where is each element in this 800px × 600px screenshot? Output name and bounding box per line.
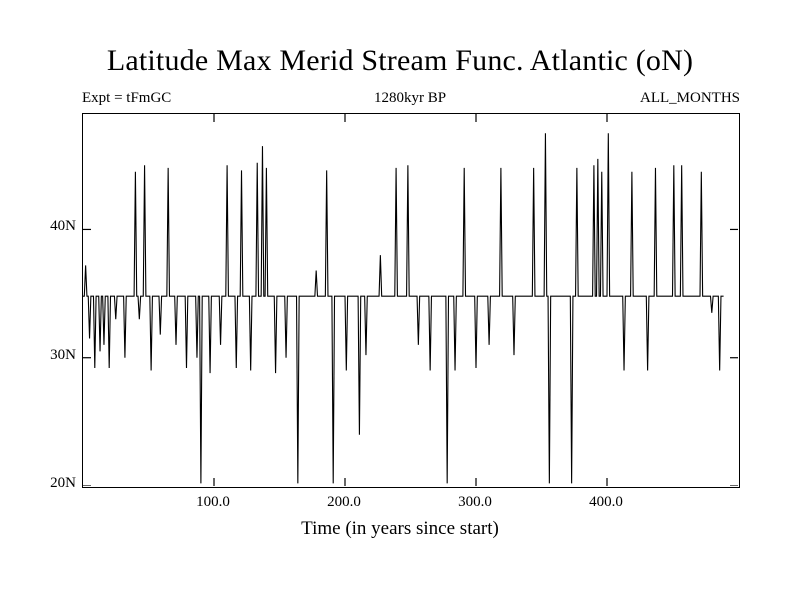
months-label: ALL_MONTHS [640, 90, 740, 106]
period-label: 1280kyr BP [373, 90, 447, 106]
y-tick-label-20N: 20N [50, 475, 76, 491]
x-tick-label-400: 400.0 [589, 494, 623, 510]
y-tick-marks [83, 229, 738, 486]
plot-area [82, 113, 740, 488]
x-axis-title: Time (in years since start) [301, 518, 499, 539]
experiment-label: Expt = tFmGC [82, 90, 172, 106]
subtitle-row [80, 90, 740, 110]
x-tick-label-200: 200.0 [327, 494, 361, 510]
data-line [83, 133, 724, 483]
series-plot [83, 114, 738, 486]
y-tick-label-30N: 30N [50, 346, 76, 363]
x-tick-label-100: 100.0 [196, 494, 230, 510]
y-tick-label-40N: 40N [50, 218, 76, 235]
x-tick-label-300: 300.0 [458, 494, 492, 510]
page-title: Latitude Max Merid Stream Func. Atlantic (oN) [106, 44, 694, 77]
